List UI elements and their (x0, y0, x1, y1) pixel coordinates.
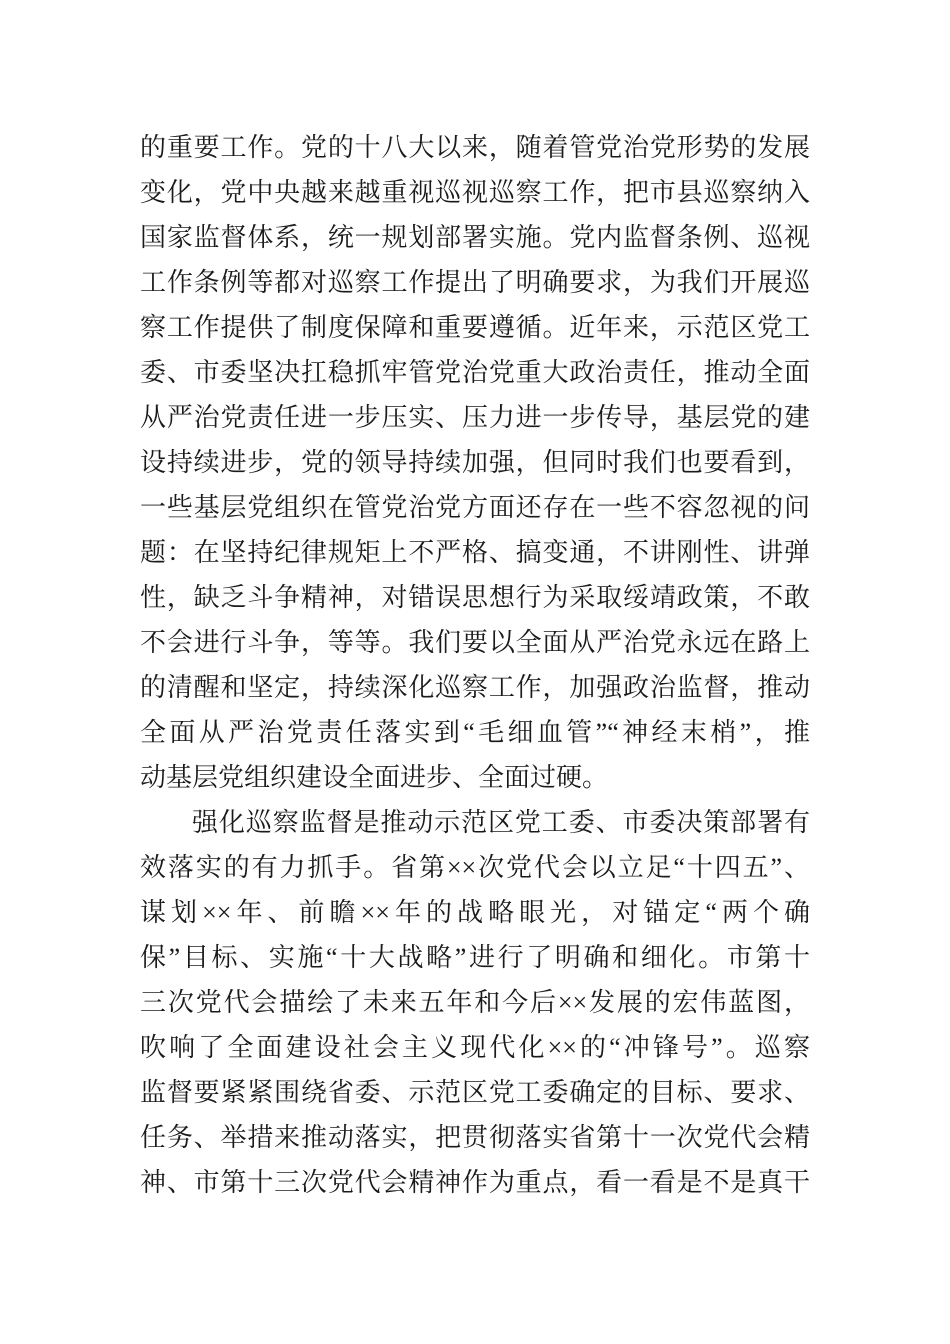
text-line: 性，缺乏斗争精神，对错误思想行为采取绥靖政策，不敢 (140, 583, 810, 612)
text-line: 的清醒和坚定，持续深化巡察工作，加强政治监督，推动 (140, 673, 810, 702)
text-line: 效落实的有力抓手。省第××次党代会以立足“十四五”、 (140, 853, 810, 882)
paragraph-1 (140, 125, 810, 800)
text-line: 三次党代会描绘了未来五年和今后××发展的宏伟蓝图， (140, 988, 810, 1017)
text-line: 设持续进步，党的领导持续加强，但同时我们也要看到， (140, 448, 810, 477)
document-text-block (140, 125, 810, 1205)
text-line: 保”目标、实施“十大战略”进行了明确和细化。市第十 (140, 943, 810, 972)
text-line: 工作条例等都对巡察工作提出了明确要求，为我们开展巡 (140, 268, 810, 297)
text-line: 从严治党责任进一步压实、压力进一步传导，基层党的建 (140, 403, 810, 432)
text-line: 任务、举措来推动落实，把贯彻落实省第十一次党代会精 (140, 1123, 810, 1152)
text-line: 谋划××年、前瞻××年的战略眼光，对锚定“两个确 (140, 898, 810, 927)
text-line: 监督要紧紧围绕省委、示范区党工委确定的目标、要求、 (140, 1078, 810, 1107)
text-line: 强化巡察监督是推动示范区党工委、市委决策部署有 (192, 808, 810, 837)
text-line: 动基层党组织建设全面进步、全面过硬。 (140, 763, 609, 792)
text-line: 全面从严治党责任落实到“毛细血管”“神经末梢”，推 (140, 718, 810, 747)
text-line: 变化，党中央越来越重视巡视巡察工作，把市县巡察纳入 (140, 178, 810, 207)
text-line: 神、市第十三次党代会精神作为重点，看一看是不是真干 (140, 1168, 810, 1197)
text-line: 的重要工作。党的十八大以来，随着管党治党形势的发展 (140, 133, 810, 162)
text-line: 吹响了全面建设社会主义现代化××的“冲锋号”。巡察 (140, 1033, 810, 1062)
text-line: 不会进行斗争，等等。我们要以全面从严治党永远在路上 (140, 628, 810, 657)
paragraph-2 (140, 800, 810, 1205)
text-line: 题：在坚持纪律规矩上不严格、搞变通，不讲刚性、讲弹 (140, 538, 810, 567)
text-line: 一些基层党组织在管党治党方面还存在一些不容忽视的问 (140, 493, 810, 522)
text-line: 委、市委坚决扛稳抓牢管党治党重大政治责任，推动全面 (140, 358, 810, 387)
text-line: 察工作提供了制度保障和重要遵循。近年来，示范区党工 (140, 313, 810, 342)
text-line: 国家监督体系，统一规划部署实施。党内监督条例、巡视 (140, 223, 810, 252)
